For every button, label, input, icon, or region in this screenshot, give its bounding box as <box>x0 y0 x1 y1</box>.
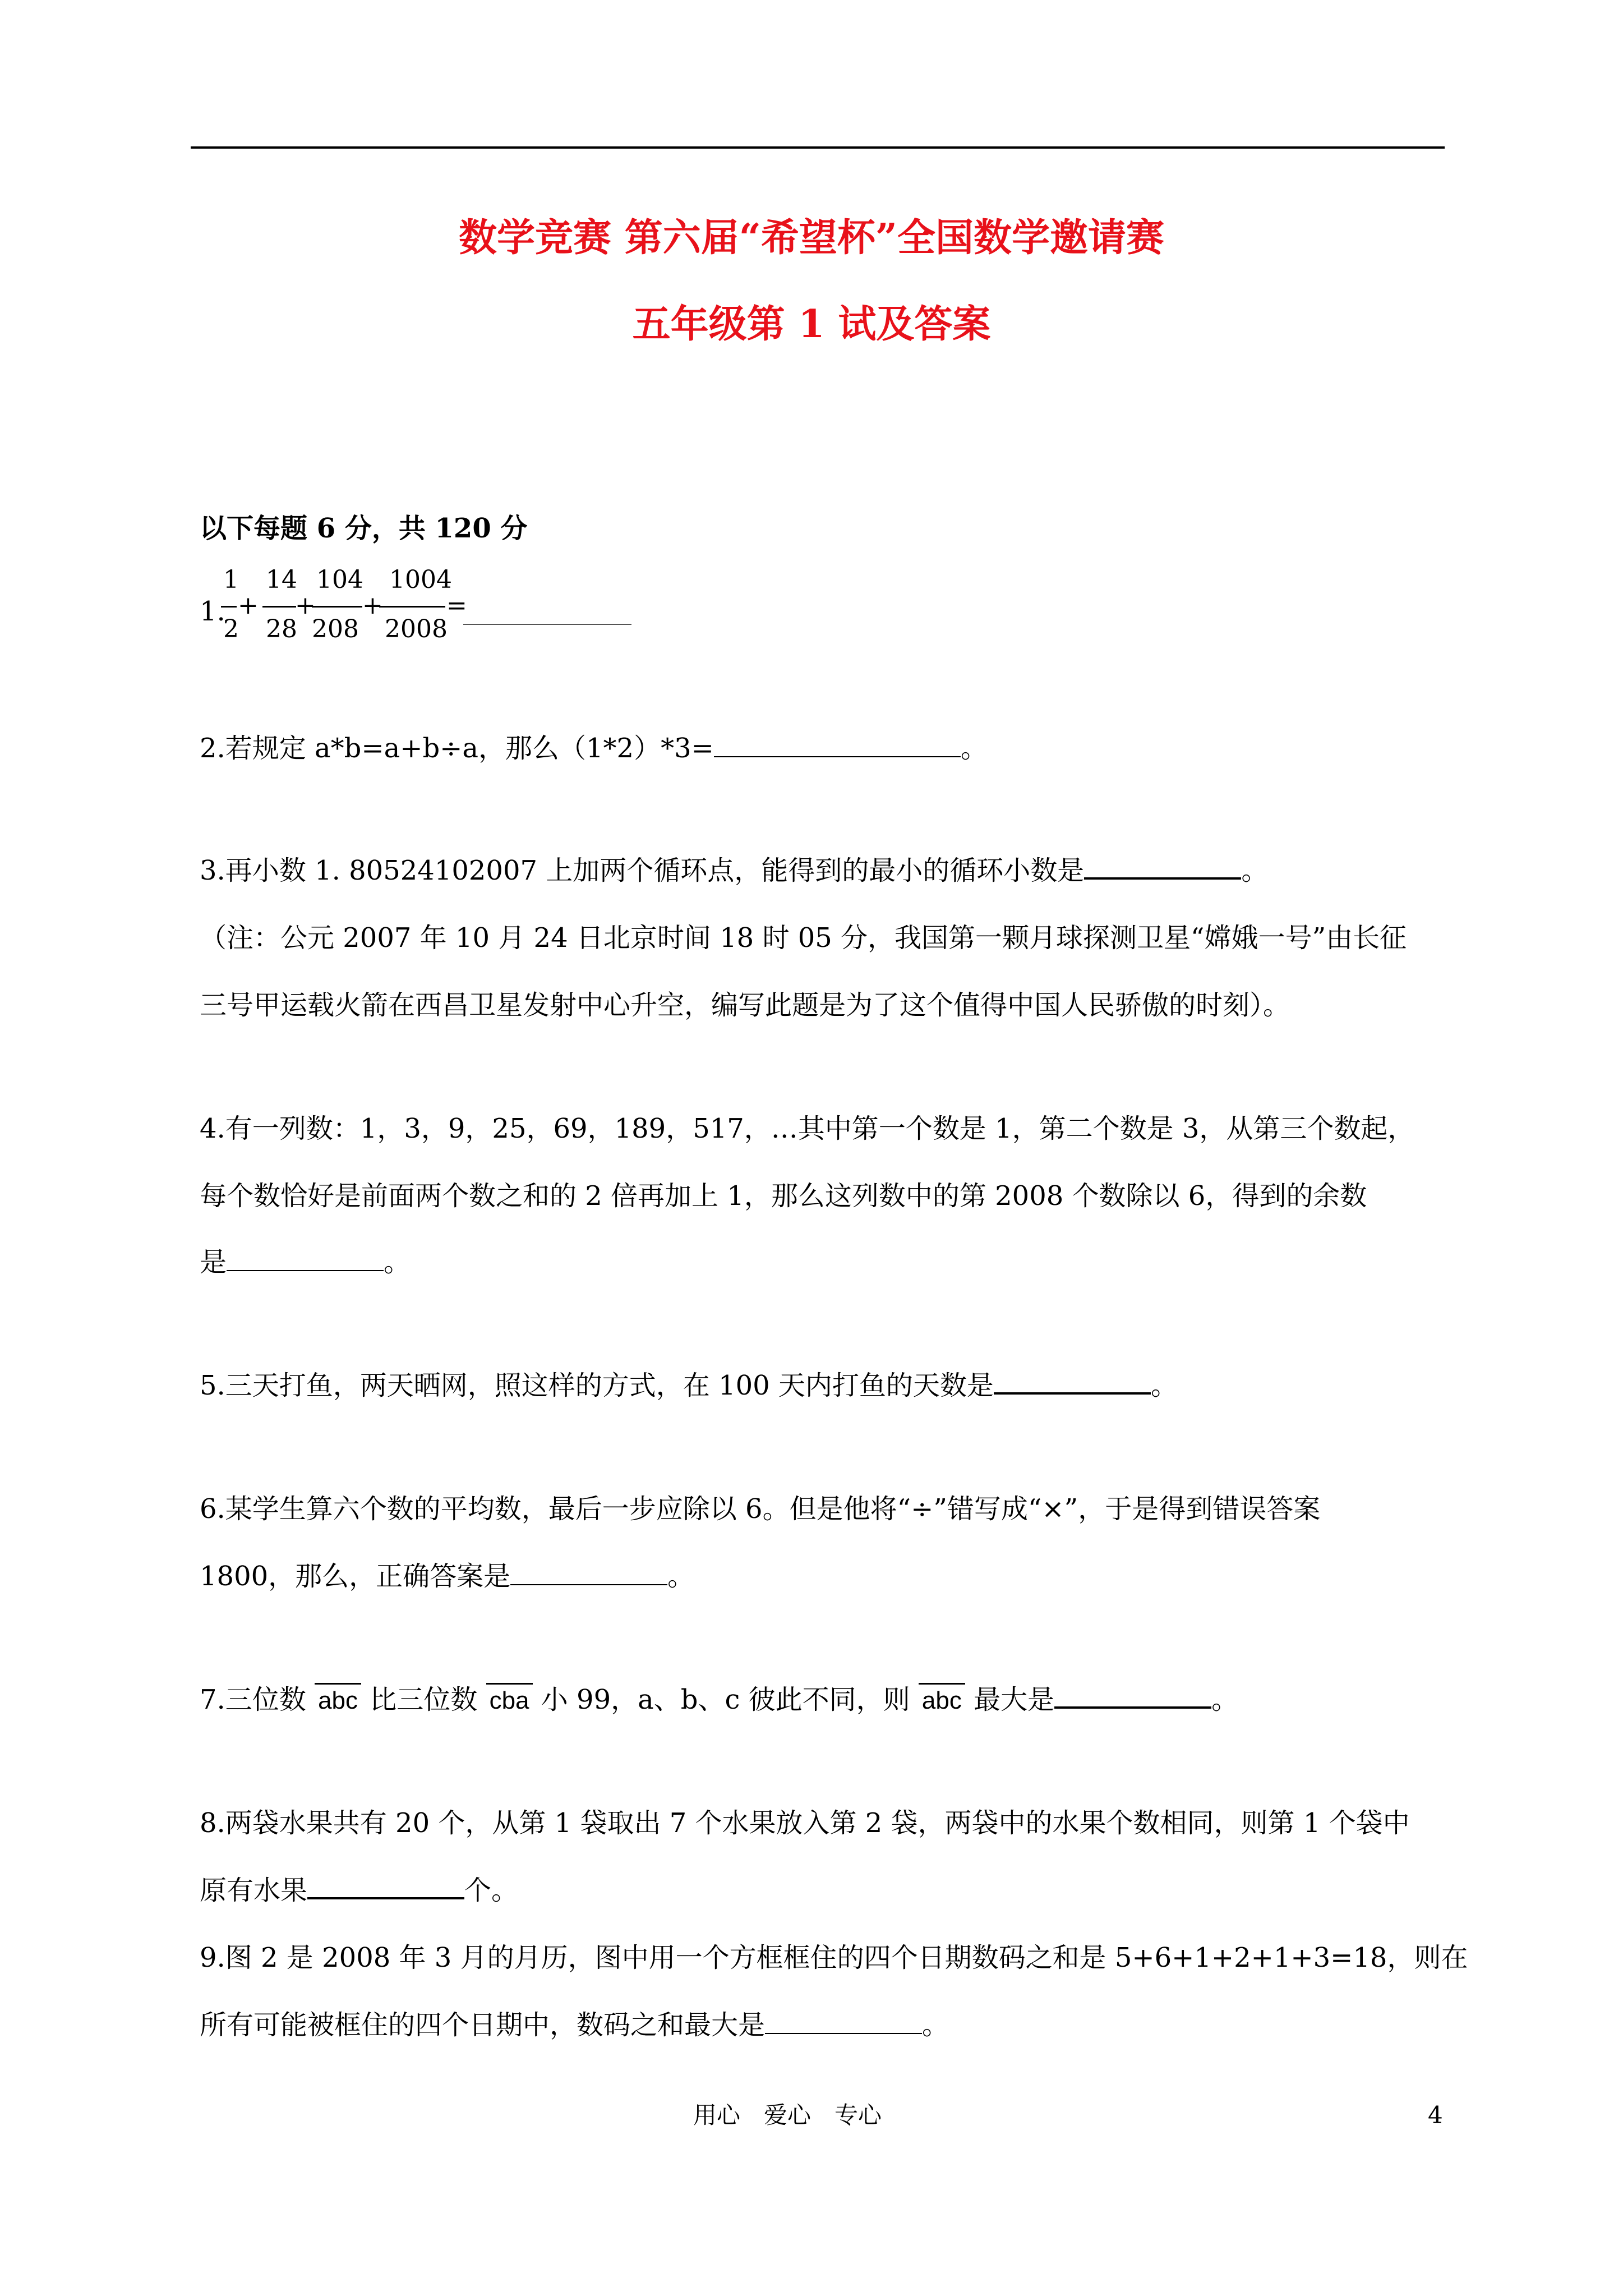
question-4-line-1: 4.有一列数：1，3，9，25，69，189，517，…其中第一个数是 1，第二个数是 3，从第三个数起， <box>200 1113 1415 1144</box>
answer-blank[interactable] <box>307 1897 464 1899</box>
overlined-number-cba: cba <box>486 1688 533 1713</box>
question-2 <box>200 735 988 762</box>
answer-blank[interactable] <box>1084 877 1241 880</box>
question-text: 5.三天打鱼，两天晒网，照这样的方式，在 100 天内打鱼的天数是 <box>200 1370 994 1401</box>
fraction-numerator: 104 <box>316 565 363 594</box>
plus-sign: + <box>362 591 383 620</box>
fraction-denominator: 208 <box>312 615 359 643</box>
fraction-numerator: 14 <box>266 565 297 594</box>
overlined-number-abc: abc <box>315 1688 361 1713</box>
answer-blank[interactable] <box>765 2032 922 2034</box>
question-3 <box>200 857 1268 884</box>
question-text: 3.再小数 1. 80524102007 上加两个循环点，能得到的最小的循环小数是 <box>200 855 1085 886</box>
equals-sign: = <box>446 591 467 620</box>
question-number: 1. <box>200 596 225 627</box>
question-3-note-line-1: （注：公元 2007 年 10 月 24 日北京时间 18 时 05 分，我国第一颗月球探测卫星“嫦娥一号”由长征 <box>200 922 1407 954</box>
question-end: 。 <box>384 1246 411 1278</box>
fraction-denominator: 2008 <box>385 615 448 643</box>
page-title: 数学竞赛 第六届“希望杯”全国数学邀请赛 <box>459 215 1164 260</box>
question-text: 原有水果 <box>200 1875 308 1906</box>
question-text: 所有可能被框住的四个日期中，数码之和最大是 <box>200 2009 766 2041</box>
question-5 <box>200 1372 1178 1399</box>
question-end: 。 <box>960 733 988 764</box>
footer-motto: 用心 爱心 专心 <box>693 2101 882 2129</box>
question-8-line-1: 8.两袋水果共有 20 个，从第 1 袋取出 7 个水果放入第 2 袋，两袋中的水果个数相同，则第 1 个袋中 <box>200 1807 1410 1839</box>
question-end: 。 <box>667 1561 695 1592</box>
fraction-denominator: 28 <box>266 615 297 643</box>
fraction-bar <box>262 606 296 608</box>
fraction-bar <box>312 606 362 608</box>
fraction-numerator: 1 <box>223 565 239 594</box>
answer-blank[interactable] <box>714 756 961 757</box>
question-6-line-2 <box>200 1563 694 1590</box>
plus-sign: + <box>238 591 259 620</box>
question-6-line-1: 6.某学生算六个数的平均数，最后一步应除以 6。但是他将“÷”错写成“×”，于是得到错误答案 <box>200 1493 1321 1525</box>
question-3-note-line-2: 三号甲运载火箭在西昌卫星发射中心升空，编写此题是为了这个值得中国人民骄傲的时刻）。 <box>200 990 1290 1021</box>
fraction-bar <box>379 606 445 608</box>
question-text: 比三位数 <box>370 1684 478 1715</box>
page-number: 4 <box>1428 2101 1443 2129</box>
question-8-line-2 <box>200 1877 518 1904</box>
question-text: 最大是 <box>974 1684 1055 1715</box>
question-9-line-2 <box>200 2009 949 2041</box>
fraction-denominator: 2 <box>223 615 239 643</box>
question-end: 个。 <box>464 1875 519 1906</box>
answer-blank[interactable] <box>227 1269 384 1271</box>
question-4-line-2: 每个数恰好是前面两个数之和的 2 倍再加上 1，那么这列数中的第 2008 个数除以 6，得到的余数 <box>200 1180 1367 1212</box>
question-text: 是 <box>200 1246 227 1278</box>
header-rule <box>191 146 1445 149</box>
fraction-numerator: 1004 <box>389 565 452 594</box>
answer-blank[interactable] <box>463 624 631 625</box>
question-end: 。 <box>1211 1684 1239 1715</box>
question-text: 1800，那么，正确答案是 <box>200 1561 511 1592</box>
answer-blank[interactable] <box>1054 1706 1211 1709</box>
question-7 <box>200 1686 1238 1713</box>
question-text: 2.若规定 a*b=a+b÷a，那么（1*2）*3= <box>200 733 714 764</box>
instructions: 以下每题 6 分，共 120 分 <box>200 513 528 544</box>
page-subtitle: 五年级第 1 试及答案 <box>632 302 991 347</box>
question-text: 7.三位数 <box>200 1684 306 1715</box>
overlined-number-abc: abc <box>919 1688 965 1713</box>
question-end: 。 <box>1150 1370 1178 1401</box>
question-end: 。 <box>1241 855 1269 886</box>
question-end: 。 <box>922 2009 949 2041</box>
question-1 <box>200 565 648 652</box>
answer-blank[interactable] <box>510 1584 667 1585</box>
question-text: 小 99，a、b、c 彼此不同，则 <box>541 1684 910 1715</box>
fraction-bar <box>221 606 237 608</box>
answer-blank[interactable] <box>994 1392 1151 1395</box>
question-9-line-1: 9.图 2 是 2008 年 3 月的月历，图中用一个方框框住的四个日期数码之和是 5+6+1+2+1+3=18，则在 <box>200 1942 1468 1973</box>
question-4-line-3 <box>200 1246 411 1278</box>
plus-sign: + <box>295 591 316 620</box>
